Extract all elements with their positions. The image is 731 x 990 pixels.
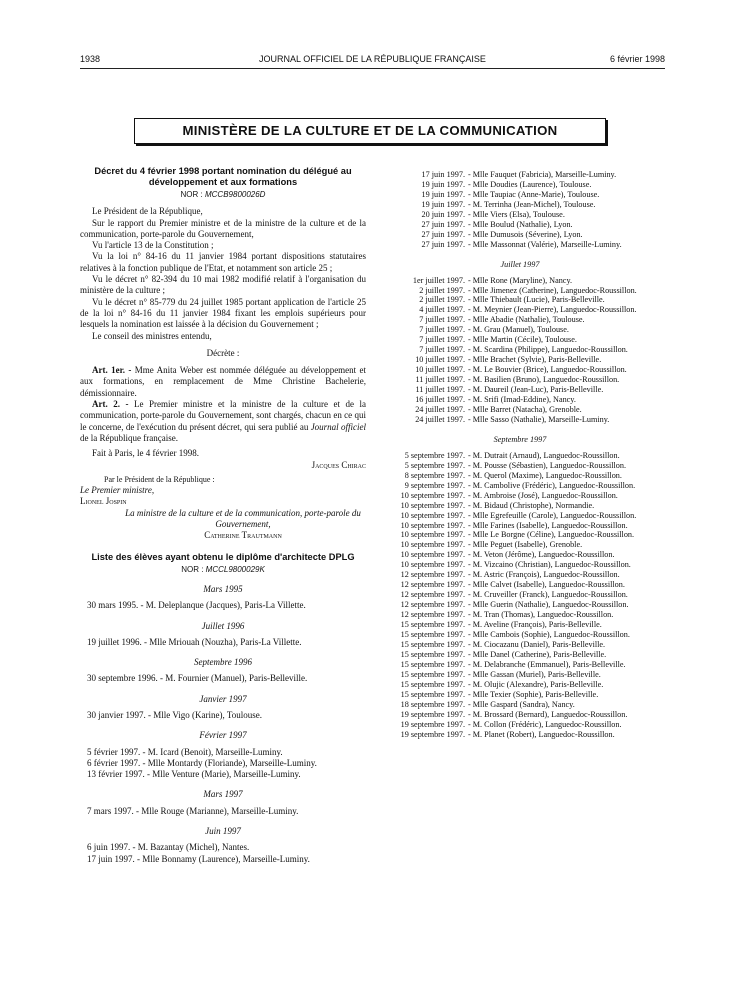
entry-text: - M. Cambolive (Frédéric), Languedoc-Roussillon. [468, 480, 636, 490]
entry-date: 2 juillet 1997. [419, 295, 465, 305]
list-item [374, 240, 666, 250]
list-item [374, 345, 666, 355]
nor-label: NOR : [181, 564, 204, 574]
by-president: Par le Président de la République : [104, 474, 215, 484]
decree-paragraph: Vu la loi n° 84-16 du 11 janvier 1984 portant dispositions statutaires relatives à la fonction publique de l'Etat, et notamment son article 25 ; [80, 251, 366, 273]
list-item [374, 295, 666, 305]
ministry-title: MINISTÈRE DE LA CULTURE ET DE LA COMMUNICATION [134, 118, 606, 144]
list-item [374, 286, 666, 296]
entry-date: 17 juin 1997. [421, 170, 465, 179]
list-item [374, 315, 666, 325]
list-item [374, 491, 666, 501]
list-item [374, 530, 666, 540]
entry-text: - Mlle Farines (Isabelle), Languedoc-Roussillon. [468, 520, 628, 530]
entry-text: - M. Collon (Frédéric), Languedoc-Roussillon. [468, 719, 622, 729]
article-2-text: Le Premier ministre et la ministre de la culture et de la communication, porte-parole du Gouvernement, sont chargés, chacun en ce qui le concerne, de l'exécution du présent décret, qui sera publié au [80, 399, 366, 432]
entry-text: - M. Dutrait (Arnaud), Languedoc-Roussillon. [468, 450, 620, 460]
list-item [374, 511, 666, 521]
entry-date: 10 septembre 1997. [400, 510, 465, 520]
entry-text: - M. Querol (Maxime), Languedoc-Roussillon. [468, 470, 622, 480]
list-item [374, 481, 666, 491]
june-entries-continued [374, 170, 666, 250]
entry-text: - Mlle Barret (Natacha), Grenoble. [468, 404, 582, 414]
entry-text: - M. Srifi (Imad-Eddine), Nancy. [468, 395, 576, 405]
issue-date: 6 février 1998 [609, 54, 665, 64]
month-heading: Juin 1997 [205, 826, 241, 837]
month-heading: Juillet 1996 [201, 620, 245, 631]
entry-date: 9 septembre 1997. [404, 480, 465, 490]
list-item [374, 570, 666, 580]
decree-paragraph: Le conseil des ministres entendu, [92, 330, 212, 341]
left-column [80, 166, 366, 865]
entry-date: 5 septembre 1997. [404, 460, 465, 470]
page-number: 1938 [80, 54, 101, 64]
decree-paragraph: Sur le rapport du Premier ministre et de la ministre de la culture et de la communication, porte-parole du Gouvernement, [80, 217, 366, 239]
list-item [374, 550, 666, 560]
entry-text: - Mlle Doudies (Laurence), Toulouse. [468, 179, 592, 189]
entry-text: - M. Tran (Thomas), Languedoc-Roussillon. [468, 610, 614, 620]
entry-date: 16 juillet 1997. [415, 395, 465, 405]
entry-text: - M. Pousse (Sébastien), Languedoc-Roussillon. [468, 460, 627, 470]
list-item [374, 540, 666, 550]
entry-text: - M. Veton (Jérôme), Languedoc-Roussillon. [468, 550, 615, 560]
entry-text: - M. Le Bouvier (Brice), Languedoc-Roussillon. [468, 365, 627, 375]
entry-date: 11 juillet 1997. [415, 375, 465, 385]
decree-paragraph: Vu le décret n° 82-394 du 10 mai 1982 modifié relatif à l'organisation du ministère de la culture ; [80, 274, 366, 296]
entry-date: 15 septembre 1997. [400, 689, 465, 699]
article-1-label: Art. 1er. - [92, 365, 132, 376]
entry-text: - Mlle Danel (Catherine), Paris-Belleville. [468, 649, 607, 659]
entry-text: - Mlle Texier (Sophie), Paris-Belleville. [468, 689, 599, 699]
entry-date: 24 juillet 1997. [415, 414, 465, 424]
entry-text: - Mlle Martin (Cécile), Toulouse. [468, 335, 577, 345]
entry-date: 19 juin 1997. [421, 179, 465, 189]
entry-date: 27 juin 1997. [421, 229, 465, 239]
nor-code: MCCB9800026D [204, 190, 266, 199]
entry-text: - M. Delabranche (Emmanuel), Paris-Belleville. [468, 659, 626, 669]
list-item: 30 septembre 1996. - M. Fournier (Manuel), Paris-Belleville. [87, 673, 308, 684]
entry-date: 12 septembre 1997. [400, 570, 465, 580]
month-heading-july: Juillet 1997 [500, 259, 540, 269]
entry-date: 18 septembre 1997. [400, 699, 465, 709]
entry-text: - Mlle Cambois (Sophie), Languedoc-Roussillon. [468, 629, 630, 639]
list-item [374, 710, 666, 720]
entry-date: 10 juillet 1997. [415, 355, 465, 365]
list-nor [80, 564, 366, 575]
list-item [374, 640, 666, 650]
list-item [374, 650, 666, 660]
list-item: 7 mars 1997. - Mlle Rouge (Marianne), Marseille-Luminy. [87, 805, 299, 816]
entry-text: - M. Cruveiller (Franck), Languedoc-Roussillon. [468, 590, 628, 600]
minister-title: La ministre de la culture et de la communication, porte-parole du Gouvernement, [125, 507, 361, 530]
journal-title: JOURNAL OFFICIEL DE LA RÉPUBLIQUE FRANÇAISE [259, 54, 486, 64]
article-2 [80, 399, 366, 444]
article-1-text: Mme Anita Weber est nommée déléguée au développement et aux formations, en remplacement de Mme Christine Bachelerie, démissionnaire. [80, 365, 367, 398]
pm-title: Le Premier ministre, [80, 485, 155, 496]
entry-text: - Mlle Calvet (Isabelle), Languedoc-Roussillon. [468, 580, 625, 590]
entry-text: - Mlle Guerin (Nathalie), Languedoc-Roussillon. [468, 600, 629, 610]
list-item [374, 365, 666, 375]
nor-label: NOR : [180, 190, 203, 199]
entry-date: 5 septembre 1997. [404, 450, 465, 460]
entry-date: 15 septembre 1997. [400, 639, 465, 649]
entry-text: - Mlle Le Borgne (Céline), Languedoc-Roussillon. [468, 530, 635, 540]
month-heading: Septembre 1996 [194, 657, 252, 668]
month-heading: Mars 1997 [203, 789, 243, 800]
entry-date: 15 septembre 1997. [400, 659, 465, 669]
list-item [374, 405, 666, 415]
list-item [374, 335, 666, 345]
entry-text: - M. Terrinha (Jean-Michel), Toulouse. [468, 199, 596, 209]
entry-text: - Mlle Viers (Elsa), Toulouse. [468, 209, 565, 219]
decrete-label: Décrète : [206, 347, 240, 358]
list-item [374, 170, 666, 180]
entry-text: - Mlle Sasso (Nathalie), Marseille-Luminy. [468, 414, 610, 424]
entry-text: - M. Daureil (Jean-Luc), Paris-Belleville. [468, 385, 604, 395]
month-heading: Mars 1995 [203, 583, 243, 594]
list-item [374, 471, 666, 481]
decree-title: Décret du 4 février 1998 portant nomination du délégué au développement et aux formations [94, 166, 352, 187]
list-item [374, 220, 666, 230]
list-item [374, 180, 666, 190]
article-1 [80, 365, 366, 399]
list-item [374, 305, 666, 315]
right-column [374, 170, 666, 739]
list-item [374, 620, 666, 630]
list-item: 6 juin 1997. - M. Bazantay (Michel), Nantes. [87, 842, 250, 853]
decree-paragraph: Vu l'article 13 de la Constitution ; [92, 240, 214, 251]
entry-text: - Mlle Peguet (Isabelle), Grenoble. [468, 540, 583, 550]
entry-date: 15 septembre 1997. [400, 679, 465, 689]
entry-text: - Mlle Dumusois (Séverine), Lyon. [468, 229, 583, 239]
article-2-label: Art. 2. - [92, 399, 129, 410]
list-item [374, 660, 666, 670]
entry-text: - Mlle Rone (Maryline), Nancy. [468, 275, 573, 285]
entry-date: 7 juillet 1997. [419, 315, 465, 325]
month-heading-september: Septembre 1997 [493, 434, 547, 444]
entry-text: - Mlle Jimenez (Catherine), Languedoc-Roussillon. [468, 285, 637, 295]
list-item [374, 385, 666, 395]
entry-date: 2 juillet 1997. [419, 285, 465, 295]
entry-date: 19 juin 1997. [421, 199, 465, 209]
entry-text: - M. Ambroise (José), Languedoc-Roussillon. [468, 490, 618, 500]
entry-text: - Mlle Massonnat (Valérie), Marseille-Luminy. [468, 239, 622, 249]
entry-date: 8 septembre 1997. [404, 470, 465, 480]
list-item: 6 février 1997. - Mlle Montardy (Floriande), Marseille-Luminy. [87, 757, 317, 768]
list-item [374, 355, 666, 365]
entry-date: 27 juin 1997. [421, 239, 465, 249]
list-item [374, 720, 666, 730]
entry-text: - M. Meynier (Jean-Pierre), Languedoc-Roussillon. [468, 305, 637, 315]
month-heading: Janvier 1997 [199, 693, 247, 704]
entry-date: 1er juillet 1997. [412, 275, 465, 285]
entry-date: 12 septembre 1997. [400, 590, 465, 600]
entry-date: 19 septembre 1997. [400, 709, 465, 719]
list-title: Liste des élèves ayant obtenu le diplôme d'architecte DPLG [91, 551, 355, 562]
list-item: 30 janvier 1997. - Mlle Vigo (Karine), Toulouse. [87, 709, 262, 720]
list-item [374, 690, 666, 700]
header-rule [80, 68, 665, 69]
entry-text: - M. Planet (Robert), Languedoc-Roussillon. [468, 729, 615, 739]
entry-text: - Mlle Gassan (Muriel), Paris-Belleville. [468, 669, 601, 679]
month-heading: Février 1997 [199, 730, 247, 741]
list-item [374, 590, 666, 600]
entry-text: - Mlle Egrefeuille (Carole), Languedoc-Roussillon. [468, 510, 637, 520]
done-at: Fait à Paris, le 4 février 1998. [92, 448, 199, 459]
list-item [374, 600, 666, 610]
list-item [374, 501, 666, 511]
entry-date: 19 septembre 1997. [400, 729, 465, 739]
entry-date: 10 septembre 1997. [400, 500, 465, 510]
list-item [374, 730, 666, 740]
entry-date: 10 septembre 1997. [400, 490, 465, 500]
list-item [374, 610, 666, 620]
pm-name: Lionel Jospin [80, 496, 127, 507]
entry-date: 10 septembre 1997. [400, 560, 465, 570]
entry-date: 24 juillet 1997. [415, 404, 465, 414]
president-signature: Jacques Chirac [311, 459, 366, 470]
entry-text: - Mlle Fauquet (Fabricia), Marseille-Luminy. [468, 170, 617, 179]
entry-text: - Mlle Brachet (Sylvie), Paris-Belleville. [468, 355, 602, 365]
entry-text: - Mlle Boulud (Nathalie), Lyon. [468, 219, 573, 229]
entry-text: - M. Astric (François), Languedoc-Roussillon. [468, 570, 620, 580]
entry-text: - Mlle Gaspard (Sandra), Nancy. [468, 699, 575, 709]
entry-date: 15 septembre 1997. [400, 620, 465, 630]
list-item: 5 février 1997. - M. Icard (Benoit), Marseille-Luminy. [87, 746, 283, 757]
entry-date: 7 juillet 1997. [419, 325, 465, 335]
list-item [374, 700, 666, 710]
list-item [374, 200, 666, 210]
nor-code: MCCL9800029K [205, 564, 265, 574]
entry-date: 4 juillet 1997. [419, 305, 465, 315]
entry-text: - M. Aveline (François), Paris-Belleville. [468, 620, 602, 630]
list-item [374, 461, 666, 471]
entry-text: - Mlle Taupiac (Anne-Marie), Toulouse. [468, 189, 600, 199]
list-item [374, 560, 666, 570]
entry-date: 10 septembre 1997. [400, 540, 465, 550]
article-2-text-end: de la République française. [80, 432, 178, 443]
entry-text: - M. Vizcaino (Christian), Languedoc-Roussillon. [468, 560, 631, 570]
september-entries [374, 451, 666, 740]
list-item [374, 580, 666, 590]
entry-date: 7 juillet 1997. [419, 345, 465, 355]
journal-officiel-ref: Journal officiel [310, 421, 367, 432]
list-item [374, 190, 666, 200]
list-item [374, 375, 666, 385]
entry-text: - M. Scardina (Philippe), Languedoc-Roussillon. [468, 345, 628, 355]
entry-date: 19 juin 1997. [421, 189, 465, 199]
page-header [80, 54, 665, 68]
decree-nor [80, 189, 366, 200]
entry-date: 10 juillet 1997. [415, 365, 465, 375]
decree-paragraph: Le Président de la République, [92, 206, 203, 217]
list-item: 17 juin 1997. - Mlle Bonnamy (Laurence), Marseille-Luminy. [87, 853, 310, 864]
list-item [374, 325, 666, 335]
entry-date: 10 septembre 1997. [400, 550, 465, 560]
list-item [374, 670, 666, 680]
entry-date: 20 juin 1997. [421, 209, 465, 219]
left-list-groups [80, 584, 366, 865]
entry-text: - Mlle Thiebault (Lucie), Paris-Belleville. [468, 295, 605, 305]
list-item [374, 210, 666, 220]
entry-text: - M. Olujic (Alexandre), Paris-Belleville. [468, 679, 604, 689]
entry-text: - Mlle Abadie (Nathalie), Toulouse. [468, 315, 585, 325]
list-item [374, 415, 666, 425]
list-item: 19 juillet 1996. - Mlle Mriouah (Nouzha), Paris-La Villette. [87, 636, 302, 647]
list-item [374, 630, 666, 640]
entry-date: 27 juin 1997. [421, 219, 465, 229]
entry-date: 11 juillet 1997. [415, 385, 465, 395]
entry-date: 12 septembre 1997. [400, 600, 465, 610]
entry-text: - M. Ciocazanu (Daniel), Paris-Belleville. [468, 639, 606, 649]
list-item: 30 mars 1995. - M. Deleplanque (Jacques), Paris-La Villette. [87, 600, 306, 611]
entry-date: 15 septembre 1997. [400, 669, 465, 679]
list-item [374, 451, 666, 461]
entry-text: - M. Brossard (Bernard), Languedoc-Roussillon. [468, 709, 628, 719]
entry-date: 19 septembre 1997. [400, 719, 465, 729]
minister-name: Catherine Trautmann [204, 530, 282, 541]
list-item [374, 395, 666, 405]
list-item [374, 521, 666, 531]
entry-date: 10 septembre 1997. [400, 530, 465, 540]
list-item [374, 680, 666, 690]
entry-date: 12 septembre 1997. [400, 610, 465, 620]
entry-text: - M. Grau (Manuel), Toulouse. [468, 325, 569, 335]
entry-date: 10 septembre 1997. [400, 520, 465, 530]
decree-preamble [80, 206, 366, 342]
decree-paragraph: Vu le décret n° 85-779 du 24 juillet 1985 portant application de l'article 25 de la loi n° 84-16 du 11 janvier 1984 fixant les emplois supérieurs pour lesquels la nomination est laissée à la décision du Gouvernement ; [80, 296, 366, 330]
entry-date: 7 juillet 1997. [419, 335, 465, 345]
entry-text: - M. Bidaud (Christophe), Normandie. [468, 500, 595, 510]
entry-date: 15 septembre 1997. [400, 629, 465, 639]
list-item [374, 230, 666, 240]
july-entries [374, 276, 666, 425]
list-item [374, 276, 666, 286]
entry-date: 15 septembre 1997. [400, 649, 465, 659]
entry-text: - M. Basilien (Bruno), Languedoc-Roussillon. [468, 375, 620, 385]
entry-date: 12 septembre 1997. [400, 580, 465, 590]
list-item: 13 février 1997. - Mlle Venture (Marie), Marseille-Luminy. [87, 769, 301, 780]
